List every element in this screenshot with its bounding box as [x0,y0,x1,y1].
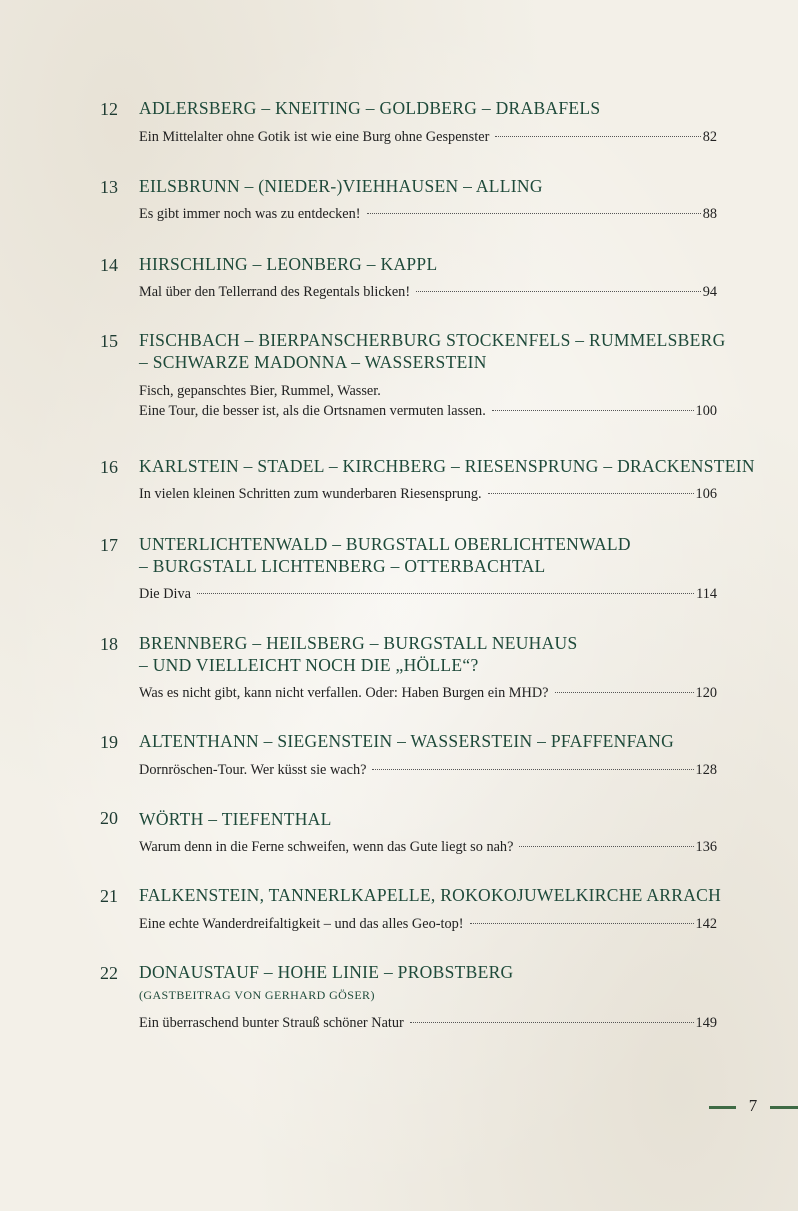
chapter-description [139,1013,717,1033]
footer-rule-left [709,1106,736,1109]
description-text: Mal über den Tellerrand des Regentals blicken! [139,284,411,300]
chapter-title-line: DONAUSTAUF – HOHE LINIE – PROBSTBERG [139,962,514,982]
chapter-title [139,533,631,577]
page-reference: 142 [695,916,717,932]
chapter-title [139,329,726,373]
page-reference: 82 [702,129,717,145]
page-reference: 128 [695,762,717,778]
chapter-title-line: – BURGSTALL LICHTENBERG – OTTERBACHTAL [139,556,546,576]
description-text: Dornröschen-Tour. Wer küsst sie wach? [139,762,367,778]
chapter-title [139,884,721,906]
chapter-number: 18 [100,634,118,654]
page-reference: 149 [695,1015,717,1031]
chapter-number: 15 [100,331,118,351]
leader-dots [555,692,694,693]
page-reference: 88 [702,206,717,222]
chapter-title-line: FISCHBACH – BIERPANSCHERBURG STOCKENFELS – RUMMELSBERG [139,330,726,350]
leader-dots [197,593,694,594]
chapter-title [139,455,755,477]
chapter-number: 17 [100,535,118,555]
chapter-number: 22 [100,963,118,983]
leader-dots [372,769,693,770]
leader-dots [519,846,693,847]
description-text: In vielen kleinen Schritten zum wunderbaren Riesensprung. [139,486,482,502]
chapter-number: 13 [100,177,118,197]
chapter-title [139,961,513,983]
chapter-title-line: ADLERSBERG – KNEITING – GOLDBERG – DRABAFELS [139,98,601,118]
page-reference: 106 [695,486,717,502]
chapter-description [139,914,717,934]
chapter-description [139,127,717,147]
chapter-title-line: HIRSCHLING – LEONBERG – KAPPL [139,254,438,274]
leader-dots [488,493,694,494]
chapter-title [139,97,600,119]
chapter-description [139,484,717,504]
leader-dots [495,136,700,137]
chapter-title-line: WÖRTH – TIEFENTHAL [139,809,332,829]
page-reference: 100 [695,403,717,419]
chapter-description [139,837,717,857]
chapter-description [139,760,717,780]
page-reference: 120 [695,685,717,701]
chapter-subtitle: (GASTBEITRAG VON GERHARD GÖSER) [139,988,375,1002]
description-text: Ein Mittelalter ohne Gotik ist wie eine Burg ohne Gespenster [139,129,490,145]
chapter-title-line: KARLSTEIN – STADEL – KIRCHBERG – RIESENSPRUNG – DRACKENSTEIN [139,456,755,476]
leader-dots [367,213,701,214]
chapter-description [139,204,717,224]
description-text: Eine Tour, die besser ist, als die Ortsnamen vermuten lassen. [139,403,486,419]
chapter-title-line: EILSBRUNN – (NIEDER-)VIEHHAUSEN – ALLING [139,176,543,196]
page-reference: 94 [702,284,717,300]
description-text: Die Diva [139,586,192,602]
chapter-title-line: BRENNBERG – HEILSBERG – BURGSTALL NEUHAUS [139,633,578,653]
chapter-number: 20 [100,808,118,828]
chapter-title-line: UNTERLICHTENWALD – BURGSTALL OBERLICHTENWALD [139,534,631,554]
chapter-title-line: FALKENSTEIN, TANNERLKAPELLE, ROKOKOJUWELKIRCHE ARRACH [139,885,722,905]
chapter-number: 19 [100,732,118,752]
footer-rule-right [770,1106,798,1109]
chapter-number: 12 [100,99,118,119]
leader-dots [470,923,694,924]
description-text: Fisch, gepanschtes Bier, Rummel, Wasser. [139,383,381,399]
description-text: Eine echte Wanderdreifaltigkeit – und das alles Geo-top! [139,916,464,932]
page-number: 7 [748,1096,758,1115]
chapter-number: 14 [100,255,118,275]
chapter-title [139,253,437,275]
chapter-title [139,175,543,197]
description-text: Ein überraschend bunter Strauß schöner Natur [139,1015,404,1031]
chapter-number: 21 [100,886,118,906]
chapter-title [139,808,332,830]
chapter-title-line: – UND VIELLEICHT NOCH DIE „HÖLLE“? [139,655,479,675]
leader-dots [416,291,701,292]
chapter-title [139,730,674,752]
chapter-description [139,683,717,703]
page-reference: 136 [695,839,717,855]
chapter-number: 16 [100,457,118,477]
chapter-title [139,632,578,676]
page-reference: 114 [696,586,717,602]
chapter-title-line: – SCHWARZE MADONNA – WASSERSTEIN [139,352,487,372]
leader-dots [410,1022,694,1023]
chapter-title-line: ALTENTHANN – SIEGENSTEIN – WASSERSTEIN – PFAFFENFANG [139,731,675,751]
chapter-description [139,584,717,604]
description-text: Es gibt immer noch was zu entdecken! [139,206,361,222]
description-text: Was es nicht gibt, kann nicht verfallen. Oder: Haben Burgen ein MHD? [139,685,549,701]
leader-dots [492,410,694,411]
description-text: Warum denn in die Ferne schweifen, wenn das Gute liegt so nah? [139,839,514,855]
chapter-description [139,282,717,302]
chapter-description [139,381,717,421]
